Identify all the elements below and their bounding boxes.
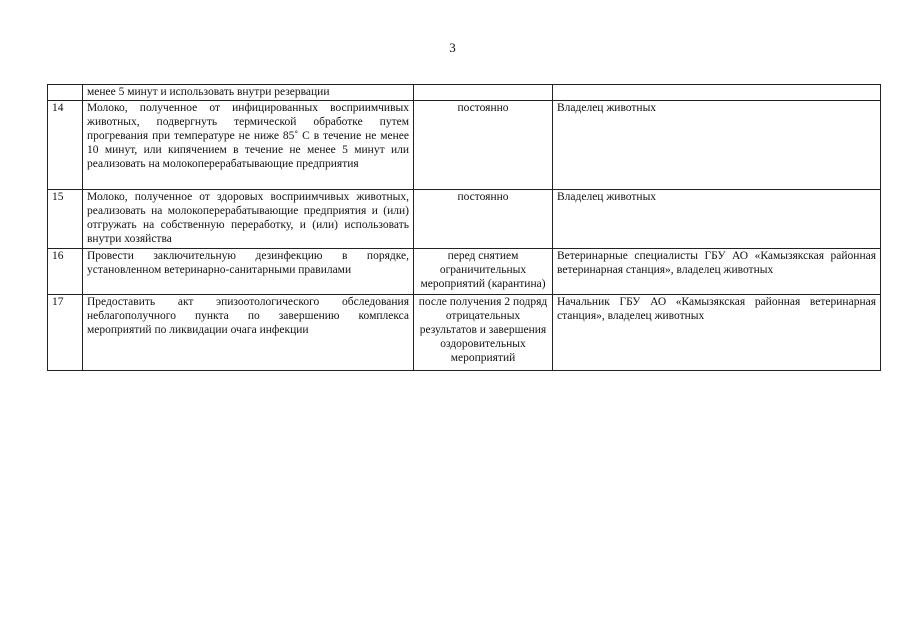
- action-cell: Провести заключительную дезинфекцию в порядке, установленном ветеринарно-санитарными правилами: [83, 249, 414, 295]
- table-row: [48, 190, 881, 249]
- row-number: 16: [48, 249, 83, 295]
- responsible-cell: Владелец животных: [553, 101, 881, 190]
- action-cell: Молоко, полученное от здоровых восприимчивых животных, реализовать на молокоперерабатывающие предприятия и (или) отгружать на собственную переработку, и (или) использовать внутри хозяйства: [83, 190, 414, 249]
- term-cell: после получения 2 подряд отрицательных результатов и завершения оздоровительных мероприятий: [414, 295, 553, 371]
- term-cell: постоянно: [414, 101, 553, 190]
- term-cell: перед снятием ограничительных мероприятий (карантина): [414, 249, 553, 295]
- table-row: [48, 249, 881, 295]
- responsible-cell: Начальник ГБУ АО «Камызякская районная ветеринарная станция», владелец животных: [553, 295, 881, 371]
- row-number: 14: [48, 101, 83, 190]
- responsible-cell: [553, 85, 881, 101]
- term-cell: постоянно: [414, 190, 553, 249]
- action-cell: менее 5 минут и использовать внутри резервации: [83, 85, 414, 101]
- table-row: [48, 295, 881, 371]
- action-cell: Предоставить акт эпизоотологического обследования неблагополучного пункта по завершению комплекса мероприятий по ликвидации очага инфекции: [83, 295, 414, 371]
- term-cell: [414, 85, 553, 101]
- table-row: [48, 101, 881, 190]
- responsible-cell: Ветеринарные специалисты ГБУ АО «Камызякская районная ветеринарная станция», владелец животных: [553, 249, 881, 295]
- responsible-cell: Владелец животных: [553, 190, 881, 249]
- action-cell: Молоко, полученное от инфицированных восприимчивых животных, подвергнуть термической обработке путем прогревания при температуре не ниже 85˚ С в течение не менее 10 минут, или кипячением в течение не менее 5 минут или реализовать на молокоперерабатывающие предприятия: [83, 101, 414, 190]
- page-number: 3: [449, 40, 456, 55]
- table-row: [48, 85, 881, 101]
- row-number: [48, 85, 83, 101]
- measures-table: [47, 84, 881, 371]
- row-number: 15: [48, 190, 83, 249]
- row-number: 17: [48, 295, 83, 371]
